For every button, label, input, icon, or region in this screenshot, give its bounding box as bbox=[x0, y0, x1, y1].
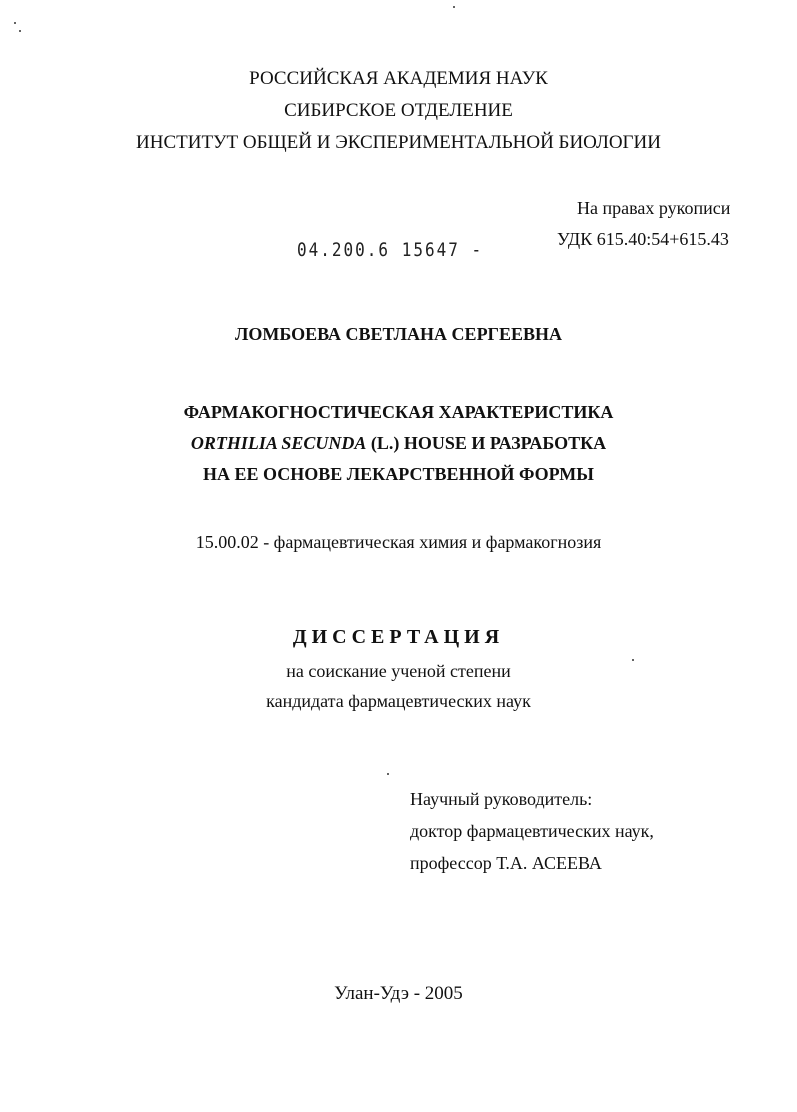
city-year: Улан-Удэ - 2005 bbox=[334, 983, 463, 1004]
degree-line-2: кандидата фармацевтических наук bbox=[266, 691, 531, 711]
registration-stamp-number: 04.200.6 15647 - bbox=[297, 238, 484, 261]
scan-speck bbox=[14, 22, 16, 24]
manuscript-rights-note: На правах рукописи bbox=[577, 198, 731, 218]
title-line-2 bbox=[0, 434, 797, 452]
title-line-1: ФАРМАКОГНОСТИЧЕСКАЯ ХАРАКТЕРИСТИКА bbox=[183, 402, 614, 422]
title-line-2-rest: (L.) HOUSE И РАЗРАБОТКА bbox=[366, 433, 607, 453]
org-line-institute: ИНСТИТУТ ОБЩЕЙ И ЭКСПЕРИМЕНТАЛЬНОЙ БИОЛОГИИ bbox=[136, 132, 661, 153]
scan-speck bbox=[19, 30, 21, 32]
author-name: ЛОМБОЕВА СВЕТЛАНА СЕРГЕЕВНА bbox=[234, 324, 563, 344]
degree-line-1: на соискание ученой степени bbox=[286, 661, 511, 681]
scan-speck bbox=[632, 659, 634, 661]
udk-code: УДК 615.40:54+615.43 bbox=[557, 229, 729, 249]
org-line-academy: РОССИЙСКАЯ АКАДЕМИЯ НАУК bbox=[249, 68, 548, 89]
species-name-italic: ORTHILIA SECUNDA bbox=[190, 433, 367, 453]
dissertation-heading: ДИССЕРТАЦИЯ bbox=[292, 626, 505, 648]
supervisor-label: Научный руководитель: bbox=[410, 789, 593, 809]
title-line-3: НА ЕЕ ОСНОВЕ ЛЕКАРСТВЕННОЙ ФОРМЫ bbox=[203, 464, 594, 484]
supervisor-name: профессор Т.А. АСЕЕВА bbox=[410, 853, 602, 873]
scan-speck bbox=[453, 6, 455, 8]
scan-speck bbox=[387, 773, 389, 775]
org-line-branch: СИБИРСКОЕ ОТДЕЛЕНИЕ bbox=[284, 100, 513, 121]
specialty-code: 15.00.02 - фармацевтическая химия и фармакогнозия bbox=[195, 532, 602, 552]
supervisor-degree: доктор фармацевтических наук, bbox=[410, 821, 654, 841]
